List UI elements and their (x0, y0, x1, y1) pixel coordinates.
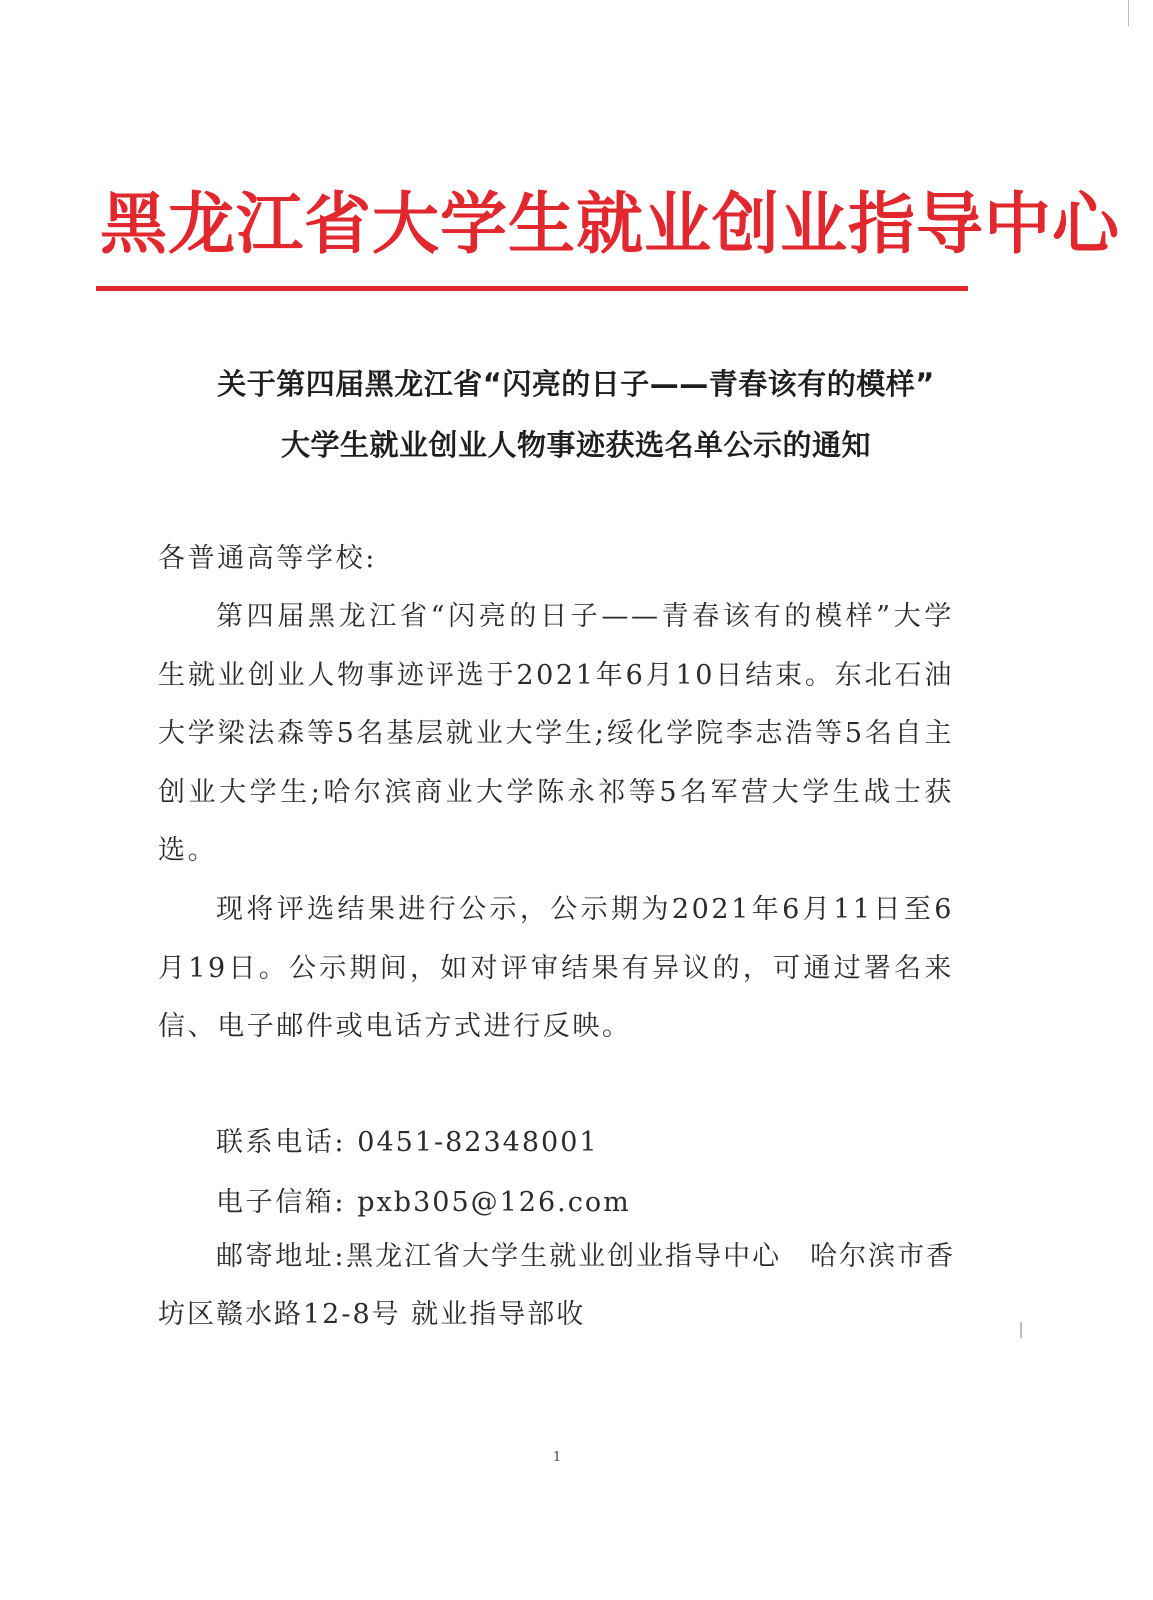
paragraph-announcement: 第四届黑龙江省“闪亮的日子——青春该有的模样”大学生就业创业人物事迹评选于2021年6月10日结束。东北石油大学梁法森等5名基层就业大学生;绥化学院李志浩等5名自主创业大学生;哈尔滨商业大学陈永祁等5名军营大学生战士获选。 (158, 601, 954, 866)
contact-address-label: 邮寄地址: (216, 1241, 347, 1272)
paragraph-publicity-period: 现将评选结果进行公示，公示期为2021年6月11日至6月19日。公示期间，如对评审结果有异议的，可通过署名来信、电子邮件或电话方式进行反映。 (158, 894, 954, 1042)
contact-email (158, 1174, 958, 1232)
letterhead-divider (96, 286, 968, 291)
contact-email-label: 电子信箱: (216, 1187, 347, 1218)
contact-phone (158, 1114, 958, 1172)
notice-title-line-1: 关于第四届黑龙江省“闪亮的日子——青春该有的模样” (217, 367, 935, 401)
contact-address-value: 黑龙江省大学生就业创业指导中心 哈尔滨市香坊区赣水路12-8号 就业指导部收 (158, 1241, 956, 1330)
scan-edge-mark (1128, 0, 1129, 26)
scan-speck (1020, 1322, 1022, 1338)
contact-phone-label: 联系电话: (216, 1127, 347, 1158)
contact-phone-value: 0451-82348001 (357, 1127, 599, 1158)
letterhead-organization: 黑龙江省大学生就业创业指导中心 (100, 185, 1120, 263)
contact-email-value: pxb305@126.com (357, 1187, 631, 1218)
contact-address (158, 1228, 958, 1344)
page-number: 1 (552, 1450, 562, 1465)
salutation: 各普通高等学校: (158, 543, 377, 574)
notice-title-line-2: 大学生就业创业人物事迹获选名单公示的通知 (280, 428, 871, 462)
